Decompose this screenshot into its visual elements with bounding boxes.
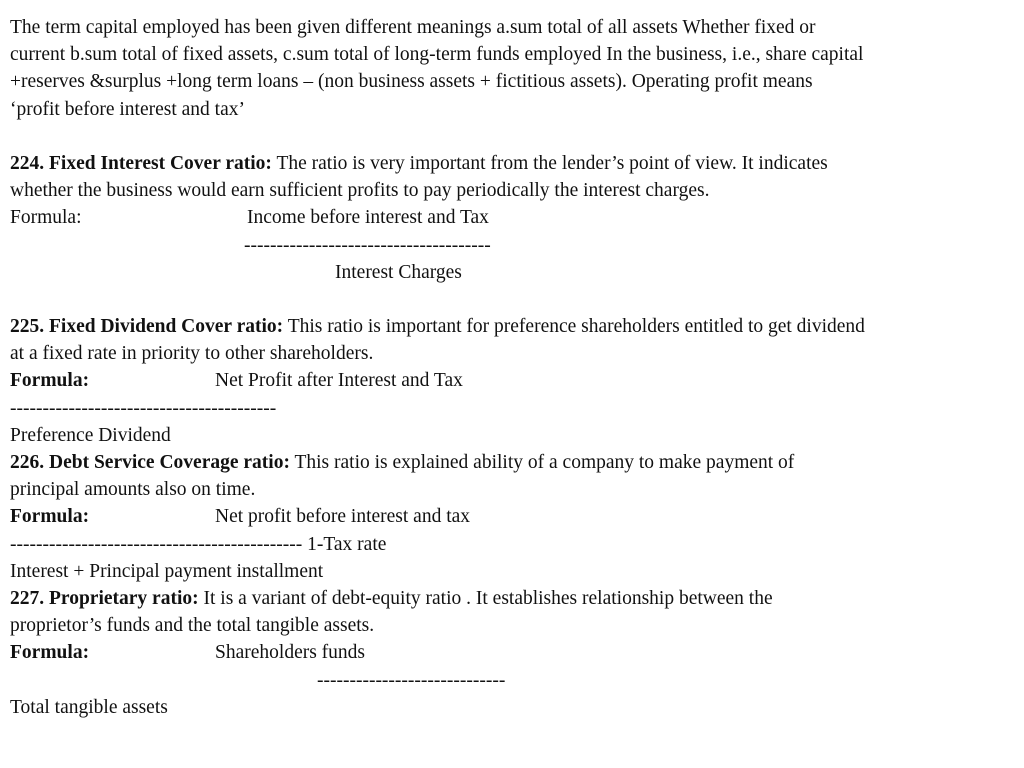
document-page — [10, 14, 1018, 721]
section-225-text: at a fixed rate in priority to other shareholders. — [10, 343, 374, 365]
formula-numerator: Shareholders funds — [215, 642, 366, 664]
formula-label: Formula: — [10, 506, 90, 528]
section-224 — [10, 150, 1018, 286]
intro-line: ‘profit before interest and tax’ — [10, 98, 245, 120]
section-225-text: This ratio is important for preference shareholders entitled to get dividend — [283, 316, 865, 338]
formula-divider-suffix: 1-Tax rate — [302, 533, 387, 555]
section-226-text: This ratio is explained ability of a company to make payment of — [289, 452, 795, 473]
intro-line: +reserves &surplus +long term loans – (non business assets + fictitious assets). Operating profit means — [10, 71, 813, 93]
intro-line: The term capital employed has been given different meanings a.sum total of all assets Whether fixed or — [10, 17, 816, 38]
section-227-text: It is a variant of debt-equity ratio . It establishes relationship between the — [198, 587, 773, 609]
section-225-heading: 225. Fixed Dividend Cover ratio: — [10, 316, 284, 338]
section-224-heading: 224. Fixed Interest Cover ratio: — [10, 152, 272, 174]
formula-divider: --------------------------------------------- — [10, 533, 303, 555]
section-226-heading: 226. Debt Service Coverage ratio: — [10, 452, 290, 473]
section-224-text: whether the business would earn sufficient profits to pay periodically the interest charges. — [10, 180, 710, 202]
formula-label: Formula: — [10, 370, 90, 392]
section-227-heading: 227. Proprietary ratio: — [10, 587, 199, 609]
section-227 — [10, 585, 1018, 721]
formula-numerator: Net profit before interest and tax — [215, 506, 471, 528]
section-226-text: principal amounts also on time. — [10, 479, 256, 501]
formula-denominator: Interest + Principal payment installment — [10, 560, 324, 582]
intro-line: current b.sum total of fixed assets, c.sum total of long-term funds employed In the business, i.e., share capital — [10, 44, 864, 66]
formula-divider: ----------------------------- — [317, 669, 506, 691]
formula-denominator: Interest Charges — [335, 261, 462, 283]
section-224-text: The ratio is very important from the lender’s point of view. It indicates — [271, 152, 828, 174]
formula-numerator: Net Profit after Interest and Tax — [215, 370, 463, 392]
formula-denominator: Total tangible assets — [10, 696, 168, 718]
formula-label: Formula: — [10, 207, 82, 229]
formula-numerator: Income before interest and Tax — [247, 207, 489, 229]
section-225 — [10, 313, 1018, 449]
intro-paragraph — [10, 14, 1018, 123]
formula-divider: -------------------------------------- — [244, 234, 491, 256]
section-227-text: proprietor’s funds and the total tangible assets. — [10, 615, 375, 637]
formula-label: Formula: — [10, 642, 90, 664]
formula-denominator: Preference Dividend — [10, 424, 171, 446]
formula-divider: ----------------------------------------- — [10, 397, 277, 419]
section-226 — [10, 449, 1018, 585]
